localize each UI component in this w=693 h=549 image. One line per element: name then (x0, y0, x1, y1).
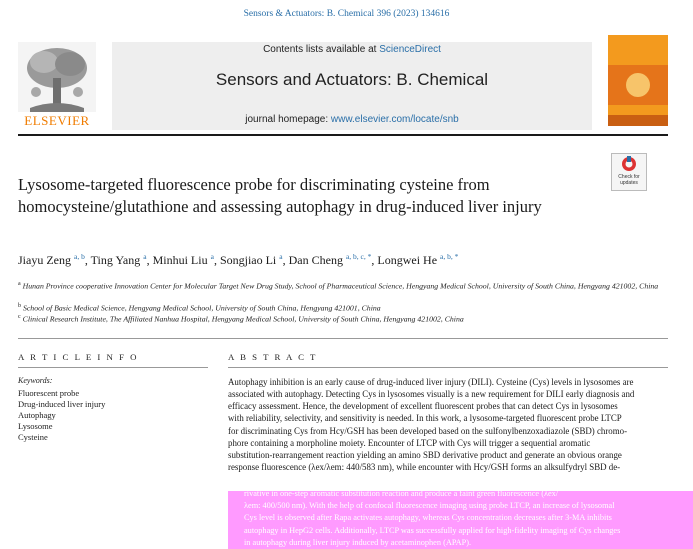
overlay-text-block (244, 488, 693, 549)
abstract-body (228, 376, 683, 473)
author[interactable]: Dan Cheng $^{a, b, c, *}$ (288, 252, 372, 267)
keyword[interactable]: Fluorescent probe (18, 388, 80, 398)
journal-cover-thumbnail[interactable] (608, 35, 668, 126)
author-list: Jiayu Zeng $^{a, b}$, Ting Yang $^a$, Minhui Liu $^a$, Songjiao Li $^a$, Dan Cheng $^{a, b, c, *}$, Longwei He $^{a, b, *}$ (18, 252, 459, 267)
check-updates-label: Check for updates (618, 174, 640, 186)
keywords-label: Keywords: (18, 376, 53, 385)
abstract-line: substitution-rearrangement reaction yielding an amino SBD derivative product and generate an obvious orange (228, 449, 622, 460)
article-info-heading: A R T I C L E I N F O (18, 352, 139, 362)
abstract-line: for discriminating Cys from Hcy/GSH has been developed based on the sulfonylbenzoxadiazole (SBD) chromo- (228, 425, 628, 436)
sciencedirect-link[interactable]: ScienceDirect (379, 44, 441, 55)
homepage-prefix: journal homepage: (245, 114, 331, 125)
article-info-rule (18, 367, 208, 368)
abstract-line: rivative in one-step aromatic substitution reaction and produce a faint green fluorescence (λex/ (244, 489, 559, 498)
author[interactable]: Minhui Liu $^a$ (152, 252, 214, 267)
header-divider (18, 134, 668, 136)
affiliation-divider (18, 338, 668, 339)
abstract-line: phore containing a morpholine moiety. Encounter of LTCP with Cys will trigger a sequential aromatic (228, 437, 591, 448)
abstract-line: associated with autophagy. Detecting Cys in lysosomes visually is a new requirement for DILI early diagnosis and (228, 389, 635, 400)
homepage-link[interactable]: www.elsevier.com/locate/snb (330, 114, 459, 125)
abstract-line: Autophagy inhibition is an early cause of drug-induced liver injury (DILI). Cysteine (Cys) levels in lysosomes are (228, 377, 634, 387)
keyword[interactable]: Lysosome (18, 421, 53, 431)
abstract-line: response fluorescence (λex/λem: 440/583 nm), while encounter with Hcy/GSH forms an alksulfydryl SBD de- (228, 462, 621, 473)
abstract-line: with reliability, selectivity, and sensitivity is needed. In this work, a lysosome-targeted fluorescent probe LTCP (228, 413, 622, 424)
abstract-line: λem: 400/500 nm). With the help of confocal fluorescence imaging using probe LTCP, an increase of lysosomal (244, 501, 615, 511)
affiliation-b: $^b$ School of Basic Medical Science, Hengyang Medical School, University of South China, Hengyang 421001, China (18, 303, 381, 313)
abstract-heading: A B S T R A C T (228, 352, 318, 362)
author[interactable]: Songjiao Li $^a$ (219, 252, 283, 267)
contents-prefix: Contents lists available at (263, 44, 380, 55)
keyword[interactable]: Cysteine (18, 432, 48, 442)
elsevier-wordmark: ELSEVIER (24, 113, 90, 128)
abstract-line: autophagy in HepG2 cells. Additionally, LTCP was successfully applied for high-fidelity imaging of Cys changes (244, 525, 621, 535)
check-updates-icon (612, 154, 646, 174)
cover-title: SENSORS and ACTUATORS (3, 6, 56, 24)
author[interactable]: Jiayu Zeng $^{a, b}$ (18, 252, 85, 267)
article-title: Lysosome-targeted fluorescence probe for discriminating cysteine from homocysteine/glutathione and assessing autophagy in drug-induced liver injury (18, 175, 542, 216)
abstract-line: efficacy assessment. Hence, the development of excellent fluorescent probes that can detect Cys in lysosomes (228, 401, 618, 412)
journal-reference[interactable]: Sensors & Actuators: B. Chemical 396 (2023) 134616 (243, 9, 450, 19)
affiliation-a: $^a$ Hunan Province cooperative Innovation Center for Molecular Target New Drug Study, School of Pharmaceutical Science, Hengyang Medical School, University of South China, Hengyang 421002, China (18, 281, 659, 291)
affiliation-c: $^c$ Clinical Research Institute, The Affiliated Nanhua Hospital, Hengyang Medical School, University of South China, Hengyang 421002, China (18, 314, 464, 324)
abstract-line: in autophagy during liver injury induced by acetaminophen (APAP). (244, 537, 472, 547)
author[interactable]: Ting Yang $^a$ (90, 252, 147, 267)
journal-title: Sensors and Actuators: B. Chemical (215, 70, 489, 89)
keyword[interactable]: Drug-induced liver injury (18, 399, 106, 409)
keyword[interactable]: Autophagy (18, 410, 56, 420)
cover-art (608, 35, 668, 126)
abstract-rule (228, 367, 668, 368)
journal-homepage (112, 114, 592, 125)
contents-line (112, 44, 592, 55)
author[interactable]: Longwei He $^{a, b, *}$ (377, 252, 459, 267)
abstract-line: Cys level is observed after Rapa activates autophagy, whereas Cys concentration decreases after 3-MA inhibits (244, 513, 612, 523)
